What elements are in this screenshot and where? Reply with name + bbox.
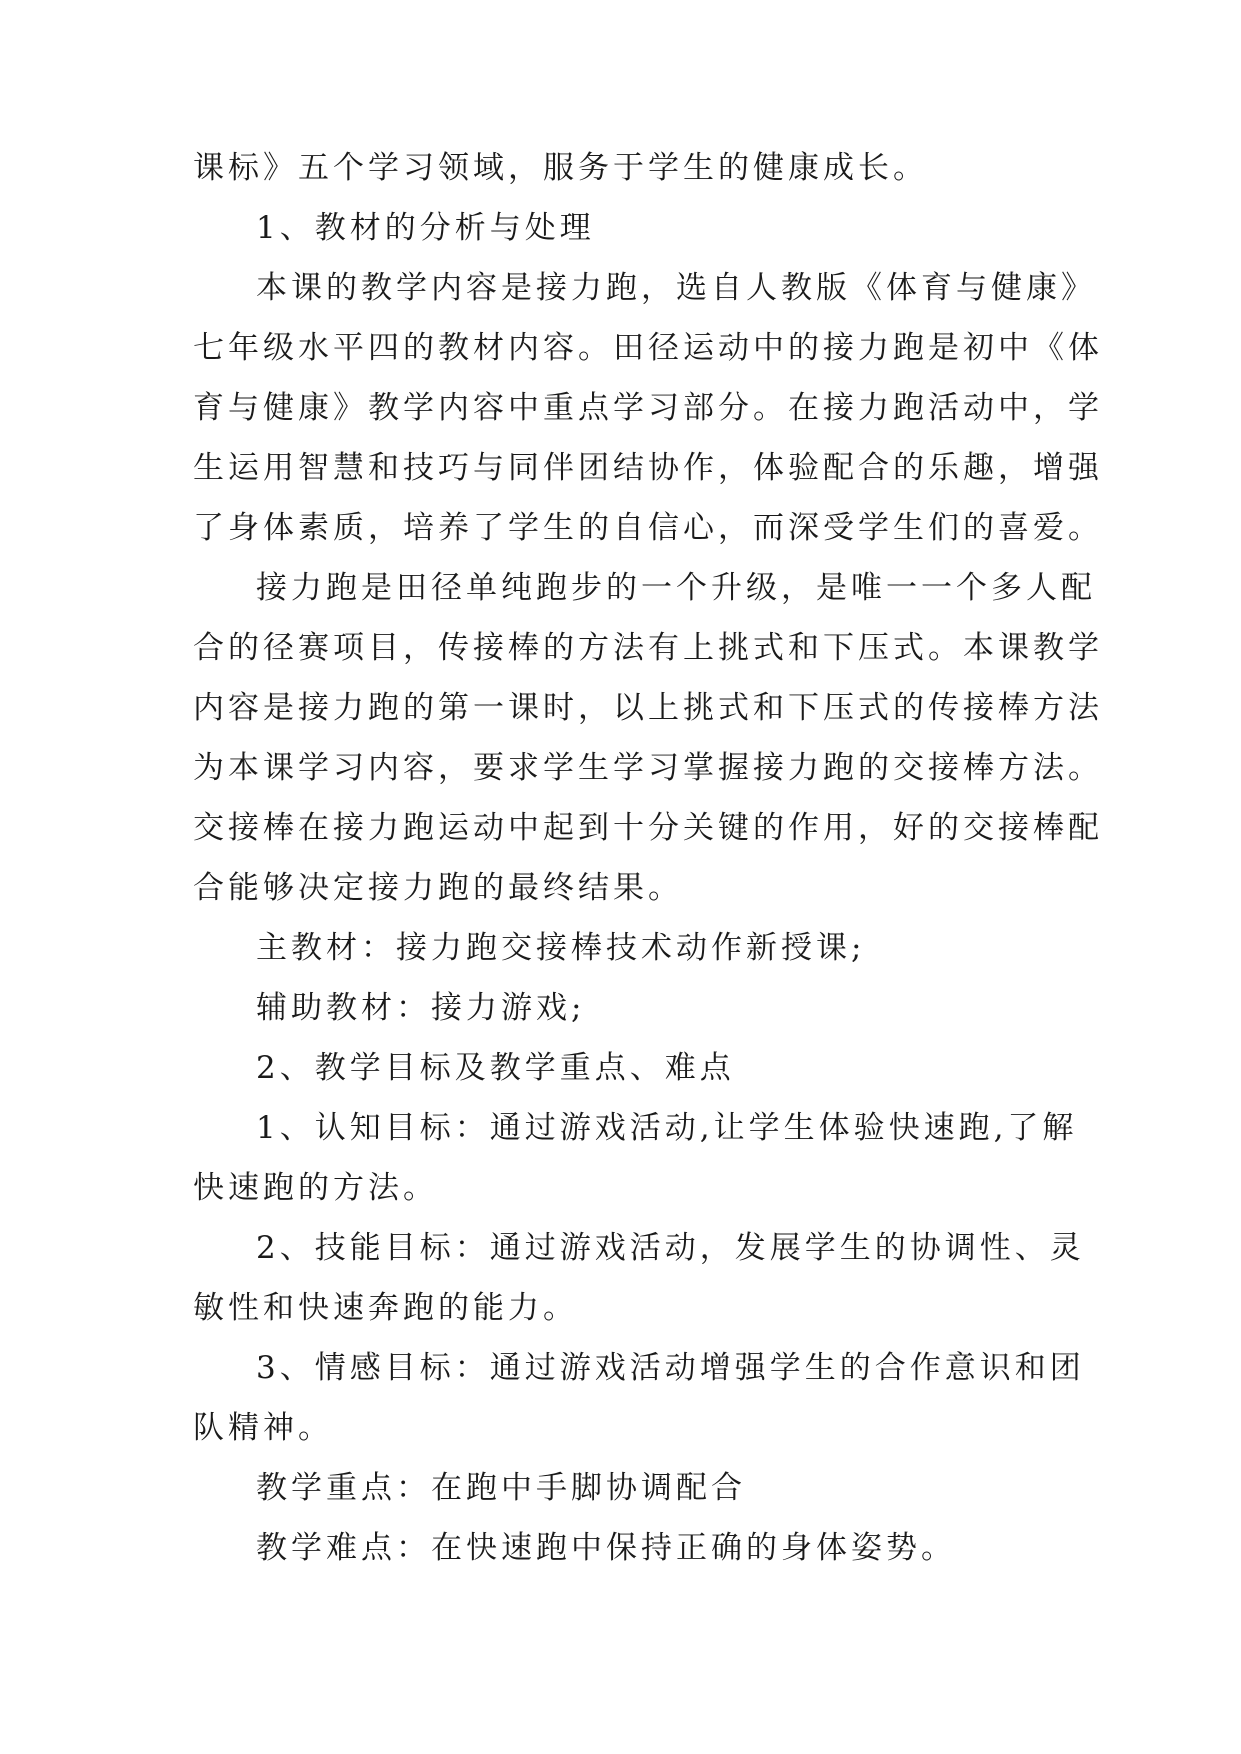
text-line: 接力跑是田径单纯跑步的一个升级，是唯一一个多人配 — [256, 570, 1096, 606]
text-line: 教学难点：在快速跑中保持正确的身体姿势。 — [256, 1530, 956, 1566]
text-line: 3、情感目标：通过游戏活动增强学生的合作意识和团 — [256, 1350, 1085, 1386]
text-line: 1、认知目标：通过游戏活动,让学生体验快速跑,了解 — [256, 1110, 1078, 1146]
text-line: 队精神。 — [193, 1410, 333, 1446]
text-line: 快速跑的方法。 — [193, 1170, 438, 1206]
text-line: 生运用智慧和技巧与同伴团结协作，体验配合的乐趣，增强 — [193, 450, 1103, 486]
text-line: 为本课学习内容，要求学生学习掌握接力跑的交接棒方法。 — [193, 750, 1103, 786]
text-line: 合的径赛项目，传接棒的方法有上挑式和下压式。本课教学 — [193, 630, 1103, 666]
text-line: 七年级水平四的教材内容。田径运动中的接力跑是初中《体 — [193, 330, 1103, 366]
text-line: 辅助教材：接力游戏; — [256, 990, 586, 1026]
text-line: 课标》五个学习领域，服务于学生的健康成长。 — [193, 150, 928, 186]
text-line: 本课的教学内容是接力跑，选自人教版《体育与健康》 — [256, 270, 1096, 306]
text-line: 育与健康》教学内容中重点学习部分。在接力跑活动中，学 — [193, 390, 1103, 426]
section-heading: 2、教学目标及教学重点、难点 — [256, 1050, 735, 1086]
text-line: 教学重点：在跑中手脚协调配合 — [256, 1470, 746, 1506]
text-line: 2、技能目标：通过游戏活动，发展学生的协调性、灵 — [256, 1230, 1085, 1266]
text-line: 内容是接力跑的第一课时，以上挑式和下压式的传接棒方法 — [193, 690, 1103, 726]
text-line: 了身体素质，培养了学生的自信心，而深受学生们的喜爱。 — [193, 510, 1103, 546]
section-heading: 1、教材的分析与处理 — [256, 210, 595, 246]
text-line: 敏性和快速奔跑的能力。 — [193, 1290, 578, 1326]
text-line: 合能够决定接力跑的最终结果。 — [193, 870, 683, 906]
text-line: 主教材：接力跑交接棒技术动作新授课; — [256, 930, 866, 966]
text-line: 交接棒在接力跑运动中起到十分关键的作用，好的交接棒配 — [193, 810, 1103, 846]
